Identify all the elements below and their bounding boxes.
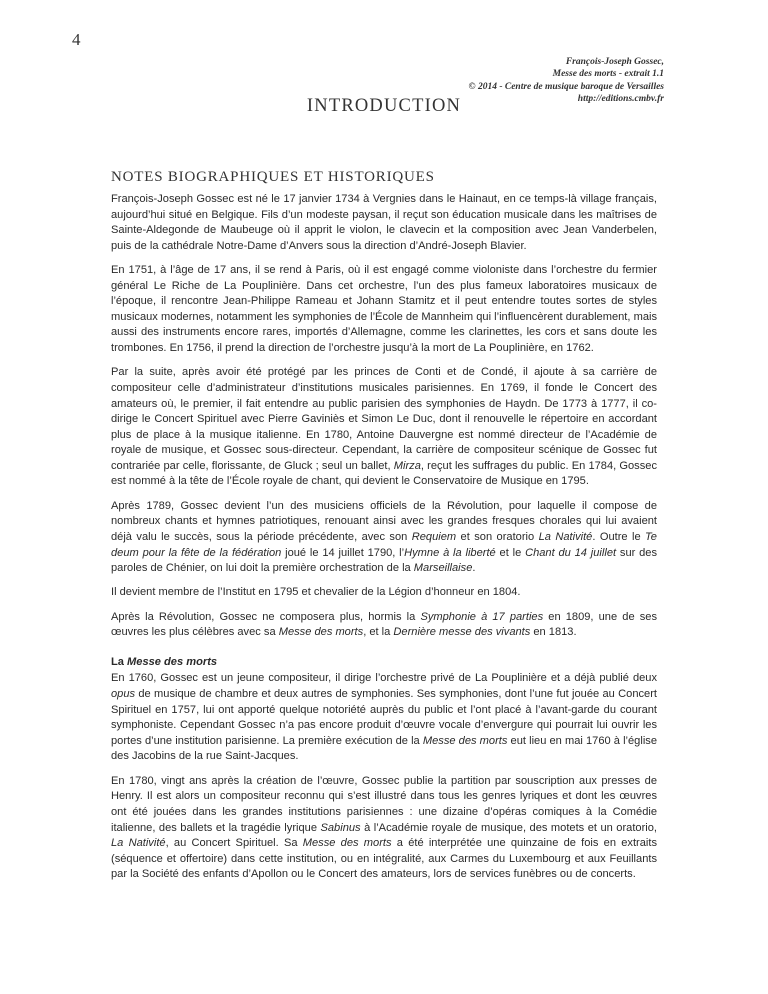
page-title: INTRODUCTION (306, 96, 462, 116)
body-text (111, 192, 657, 892)
header-line-url: http://editions.cmbv.fr (577, 94, 664, 105)
paragraph: Après 1789, Gossec devient l’un des musiciens officiels de la Révolution, pour laquelle il compose de nombreux chants et hymnes patriotiques, renouant ainsi avec les grandes fresques chorales qui lui avaient déjà valu le succès, sous la période précédente, avec son Requiem et son oratorio La Nativité. Outre le Te deum pour la fête de la fédération joué le 14 juillet 1790, l’Hymne à la liberté et le Chant du 14 juillet sur des paroles de Chénier, on lui doit la première orchestration de la Marseillaise. (111, 499, 658, 575)
paragraph: En 1760, Gossec est un jeune compositeur, il dirige l’orchestre privé de La Pouplinière et a déjà publié deux opus de musique de chambre et deux autres de symphonies. Ses symphonies, dont l’une fut jouée au Concert Spirituel en 1757, lui ont apporté quelque notoriété auprès du public et l’ont placé à l’avant-garde du courant symphoniste. Cependant Gossec n’a pas encore produit d’œuvre vocale d’envergure qui pourrait lui ouvrir les portes d’une institution parisienne. La première exécution de la Messe des morts eut lieu en mai 1760 à l’église des Jacobins de la rue Saint-Jacques. (111, 672, 657, 763)
section-title: NOTES BIOGRAPHIQUES ET HISTORIQUES (111, 169, 435, 185)
paragraph: Il devient membre de l’Institut en 1795 et chevalier de la Légion d’honneur en 1804. (111, 586, 521, 599)
header-line-work: Messe des morts - extrait 1.1 (552, 69, 664, 80)
paragraph: En 1780, vingt ans après la création de l’œuvre, Gossec publie la partition par souscription aux presses de Henry. Il est alors un compositeur reconnu qui s’est illustré dans tous les genres lyriques et dont les œuvres ont été jouées dans les grandes institutions parisiennes : une dizaine d’opéras comiques à la Comédie italienne, des ballets et la tragédie lyrique Sabinus à l’Académie royale de musique, des motets et un oratorio, La Nativité, au Concert Spirituel. Sa Messe des morts a été interprétée une quinzaine de fois en extraits (séquence et offertoire) dans cette institution, ou en intégralité, aux Carmes du Luxembourg et aux Feuillants par la Société des enfants d’Apollon ou le Concert des amateurs, lors de services funèbres ou de concerts. (111, 774, 658, 881)
paragraph: En 1751, à l’âge de 17 ans, il se rend à Paris, où il est engagé comme violoniste dans l’orchestre du fermier général Le Riche de La Pouplinière. Dans cet orchestre, l’un des plus fameux laboratoires musicaux de l’époque, il rencontre Jean-Philippe Rameau et Johann Stamitz et il peut entendre toutes sortes de styles musicaux modernes, notamment les symphonies de l’École de Mannheim qui l’influencèrent durablement, mais aussi des instruments encore rares, importés d’Allemagne, comme les clarinettes, les cors et sans doute les trombones. En 1756, il prend la direction de l’orchestre jusqu’à la mort de La Pouplinière, en 1762. (111, 264, 657, 355)
paragraph: Par la suite, après avoir été protégé par les princes de Conti et de Condé, il ajoute à sa carrière de compositeur celle d’administrateur d’institutions musicales parisiennes. En 1769, il fonde le Concert des amateurs où, le premier, il fait entendre au public parisien des symphonies de Haydn. De 1773 à 1777, il co-dirige le Concert Spirituel avec Pierre Gaviniès et Simon Le Duc, dont il renouvelle le répertoire en accordant plus de place à la musique italienne. En 1780, Antoine Dauvergne est nommé directeur de l’Académie de royale de musique, et Gossec sous-directeur. Cependant, la carrière de compositeur scénique de Gossec fut contrariée par celle, florissante, de Gluck ; seul un ballet, Mirza, reçut les suffrages du public. En 1784, Gossec est nommé à la tête de l’École royale de chant, qui devient le Conservatoire de Musique en 1795. (111, 366, 657, 488)
paragraph: François-Joseph Gossec est né le 17 janvier 1734 à Vergnies dans le Hainaut, en ce temps-là village français, aujourd’hui situé en Belgique. Fils d’un modeste paysan, il reçut son éducation musicale dans les maîtrises de Sainte-Aldegonde de Maubeuge où il apprit le violon, le clavecin et la composition avec Jean Vanderbelen, puis de la cathédrale Notre-Dame d’Anvers sous la direction d’André-Joseph Blavier. (111, 193, 657, 252)
page-number: 4 (72, 30, 81, 49)
paragraph: Après la Révolution, Gossec ne composera plus, hormis la Symphonie à 17 parties en 1809, une de ses œuvres les plus célèbres avec sa Messe des morts, et la Dernière messe des vivants en 1813. (111, 610, 658, 639)
header-line-copyright: © 2014 - Centre de musique baroque de Versailles (468, 81, 664, 92)
header-line-composer: François-Joseph Gossec, (565, 57, 664, 67)
subsection-heading: La Messe des morts (111, 655, 218, 668)
